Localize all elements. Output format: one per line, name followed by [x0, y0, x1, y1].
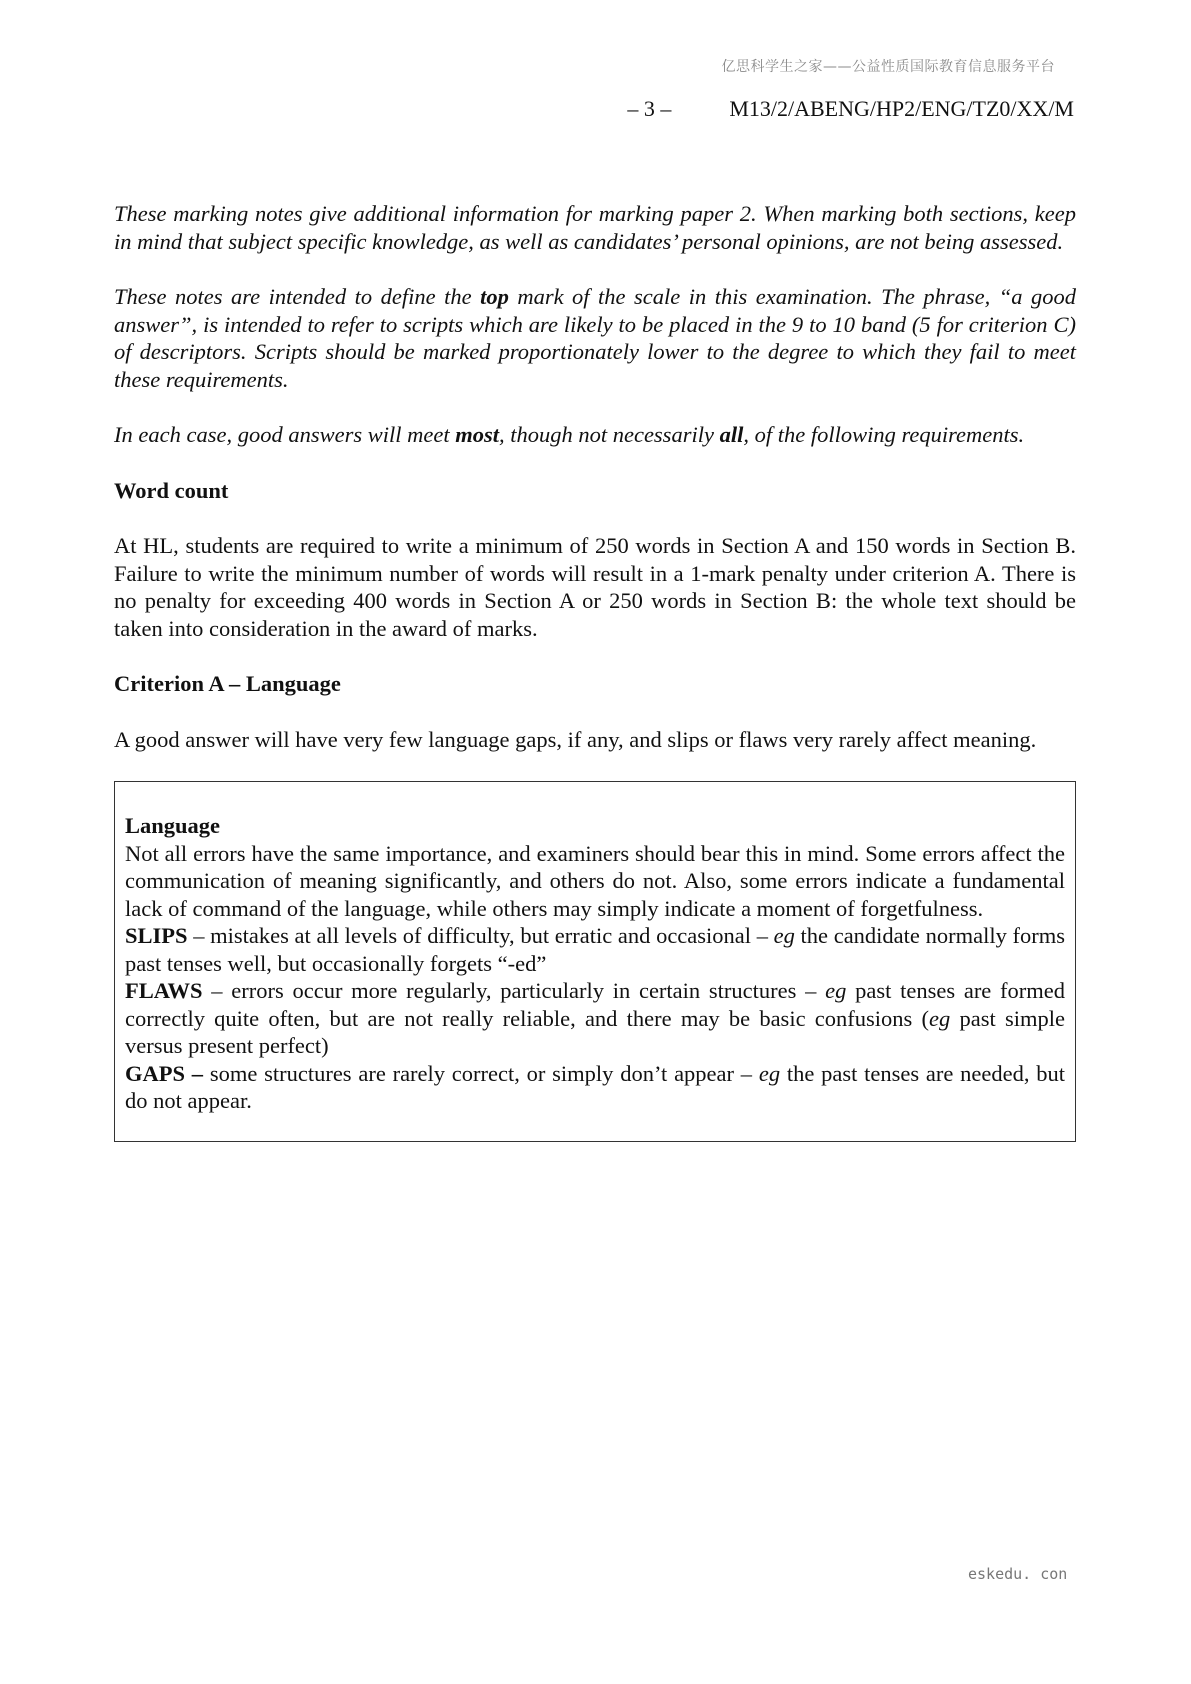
gaps-label: GAPS – [125, 1060, 204, 1086]
page-number: – 3 – [627, 96, 672, 121]
page-header [627, 96, 1074, 122]
language-box-intro: Not all errors have the same importance, and examiners should bear this in mind. Some errors affect the communication of meaning significantly, and others do not. Also, some errors indicate a fundamental lack of command of the language, while others may simply indicate a moment of forgetfulness. [125, 840, 1065, 921]
intro-p3-bold-all: all [719, 422, 744, 447]
intro-paragraph-2 [114, 283, 1076, 393]
slips-definition [125, 922, 1065, 977]
flaws-text-1: – errors occur more regularly, particularly in certain structures – [202, 978, 826, 1003]
language-box [114, 781, 1076, 1142]
intro-p2-before: These notes are intended to define the [114, 284, 481, 309]
flaws-text-2: past tenses are formed correctly quite often, but are not really reliable, and there may be basic confusions ( [125, 978, 1066, 1031]
flaws-definition [125, 977, 1065, 1060]
flaws-text-3: past simple versus present perfect) [125, 1005, 1065, 1058]
intro-paragraph-1: These marking notes give additional information for marking paper 2. When marking both sections, keep in mind that subject specific knowledge, as well as candidates’ personal opinions, are not being assessed. [114, 201, 1076, 254]
criterion-a-text: A good answer will have very few language gaps, if any, and slips or flaws very rarely affect meaning. [114, 726, 1037, 752]
slips-label: SLIPS [125, 923, 188, 948]
intro-paragraph-3 [114, 421, 1076, 449]
slips-eg: eg [773, 923, 795, 948]
flaws-label: FLAWS [125, 978, 203, 1003]
gaps-definition [125, 1060, 1065, 1115]
intro-p2-bold: top [480, 284, 509, 309]
intro-p3-before: In each case, good answers will meet [114, 422, 456, 447]
intro-p3-mid: , though not necessarily [498, 422, 720, 447]
flaws-eg: eg [825, 978, 847, 1003]
document-code: M13/2/ABENG/HP2/ENG/TZ0/XX/M [729, 96, 1074, 121]
intro-p3-after: , of the following requirements. [743, 422, 1025, 447]
intro-p2-after: mark of the scale in this examination. The phrase, “a good answer”, is intended to refer to scripts which are likely to be placed in the 9 to 10 band (5 for criterion C) of descriptors. Scripts should be marked proportionately lower to the degree to which they fail to meet these requirements. [114, 284, 1076, 392]
intro-p3-bold-most: most [455, 422, 499, 447]
slips-text-1: – mistakes at all levels of difficulty, but erratic and occasional – [187, 923, 774, 948]
word-count-text: At HL, students are required to write a minimum of 250 words in Section A and 150 words in Section B. Failure to write the minimum number of words will result in a 1-mark penalty under criterion A. There is no penalty for exceeding 400 words in Section A or 250 words in Section B: the whole text should be taken into consideration in the award of marks. [114, 533, 1076, 641]
gaps-text-2: the past tenses are needed, but do not appear. [125, 1060, 1065, 1113]
flaws-eg-2: eg [929, 1005, 951, 1031]
gaps-eg: eg [758, 1060, 781, 1086]
footer-watermark: eskedu. con [968, 1565, 1068, 1583]
watermark-text: 亿思科学生之家——公益性质国际教育信息服务平台 [721, 59, 1055, 75]
language-box-title: Language [125, 813, 221, 838]
gaps-text-1: some structures are rarely correct, or simply don’t appear – [203, 1060, 759, 1086]
criterion-a-heading: Criterion A – Language [114, 671, 341, 696]
page-content [114, 200, 1076, 1142]
slips-text-2: the candidate normally forms past tenses well, but occasionally forgets “-ed” [125, 923, 1065, 976]
word-count-heading: Word count [114, 477, 229, 503]
